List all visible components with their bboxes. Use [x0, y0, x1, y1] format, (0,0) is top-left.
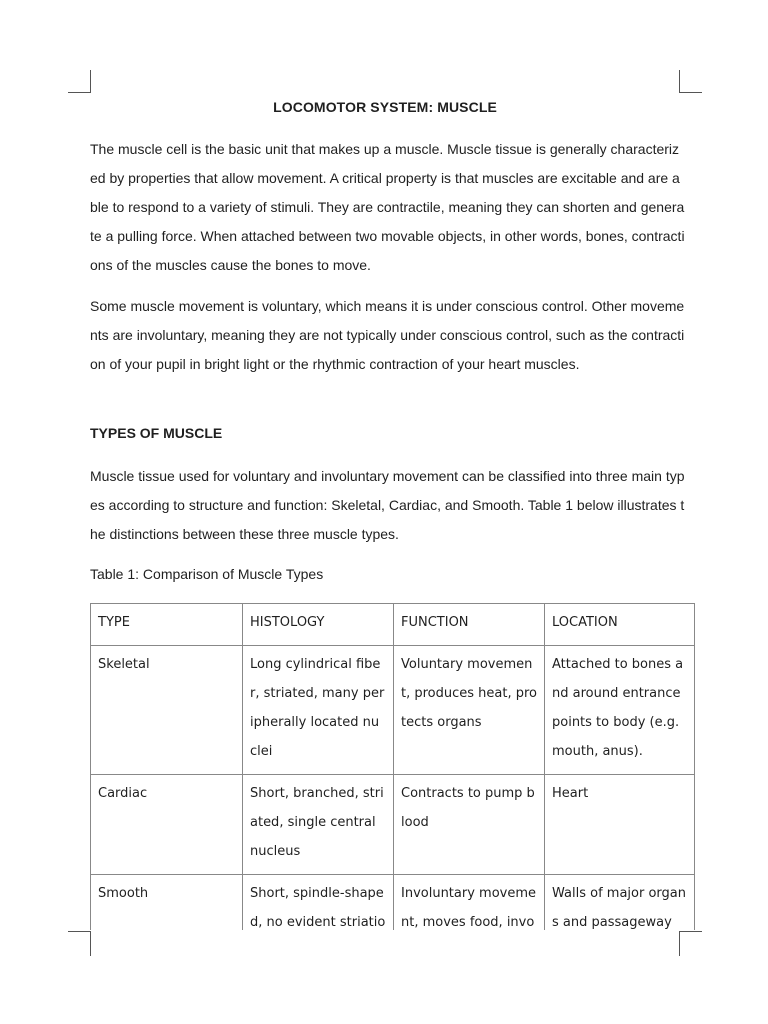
crop-mark-top-right-vertical — [679, 70, 680, 93]
page-bottom-area — [0, 930, 768, 1024]
crop-mark-bottom-left-horizontal — [68, 931, 91, 932]
header-histology: HISTOLOGY — [243, 604, 394, 646]
cell-histology: Short, spindle-shaped, no evident striatio — [243, 875, 394, 946]
cell-type: Skeletal — [91, 646, 243, 775]
table-row — [91, 775, 695, 875]
cell-function: Contracts to pump blood — [394, 775, 545, 875]
header-type: TYPE — [91, 604, 243, 646]
crop-mark-bottom-left-vertical — [90, 931, 91, 956]
document-title: LOCOMOTOR SYSTEM: MUSCLE — [273, 99, 497, 115]
table-caption: Table 1: Comparison of Muscle Types — [90, 566, 324, 582]
crop-mark-top-right-horizontal — [679, 92, 702, 93]
cell-function: Voluntary movement, produces heat, protects organs — [394, 646, 545, 775]
crop-mark-bottom-right-vertical — [679, 931, 680, 956]
header-function: FUNCTION — [394, 604, 545, 646]
cell-type: Smooth — [91, 875, 243, 946]
cell-function: Involuntary movement, moves food, invo — [394, 875, 545, 946]
muscle-types-table — [90, 603, 695, 946]
cell-histology: Long cylindrical fiber, striated, many peripherally located nuclei — [243, 646, 394, 775]
crop-mark-bottom-right-horizontal — [679, 931, 702, 932]
section-heading: TYPES OF MUSCLE — [90, 425, 223, 441]
cell-type: Cardiac — [91, 775, 243, 875]
cell-location: Attached to bones and around entrance points to body (e.g. mouth, anus). — [545, 646, 695, 775]
voluntary-paragraph: Some muscle movement is voluntary, which means it is under conscious control. Other movements are involuntary, meaning they are not typically under conscious control, such as the contraction of your pupil in bright light or the rhythmic contraction of your heart muscles. — [90, 298, 685, 372]
header-location: LOCATION — [545, 604, 695, 646]
types-paragraph: Muscle tissue used for voluntary and involuntary movement can be classified into three main types according to structure and function: Skeletal, Cardiac, and Smooth. Table 1 below illustrates the distinctions between these three muscle types. — [90, 468, 685, 542]
cell-histology: Short, branched, striated, single central nucleus — [243, 775, 394, 875]
cell-location: Walls of major organs and passageway — [545, 875, 695, 946]
table-row — [91, 646, 695, 775]
table-header-row — [91, 604, 695, 646]
intro-paragraph: The muscle cell is the basic unit that makes up a muscle. Muscle tissue is generally characterized by properties that allow movement. A critical property is that muscles are excitable and are able to respond to a variety of stimuli. They are contractile, meaning they can shorten and generate a pulling force. When attached between two movable objects, in other words, bones, contractions of the muscles cause the bones to move. — [90, 141, 685, 273]
cell-location: Heart — [545, 775, 695, 875]
crop-mark-top-left-vertical — [90, 70, 91, 93]
crop-mark-top-left-horizontal — [68, 92, 91, 93]
